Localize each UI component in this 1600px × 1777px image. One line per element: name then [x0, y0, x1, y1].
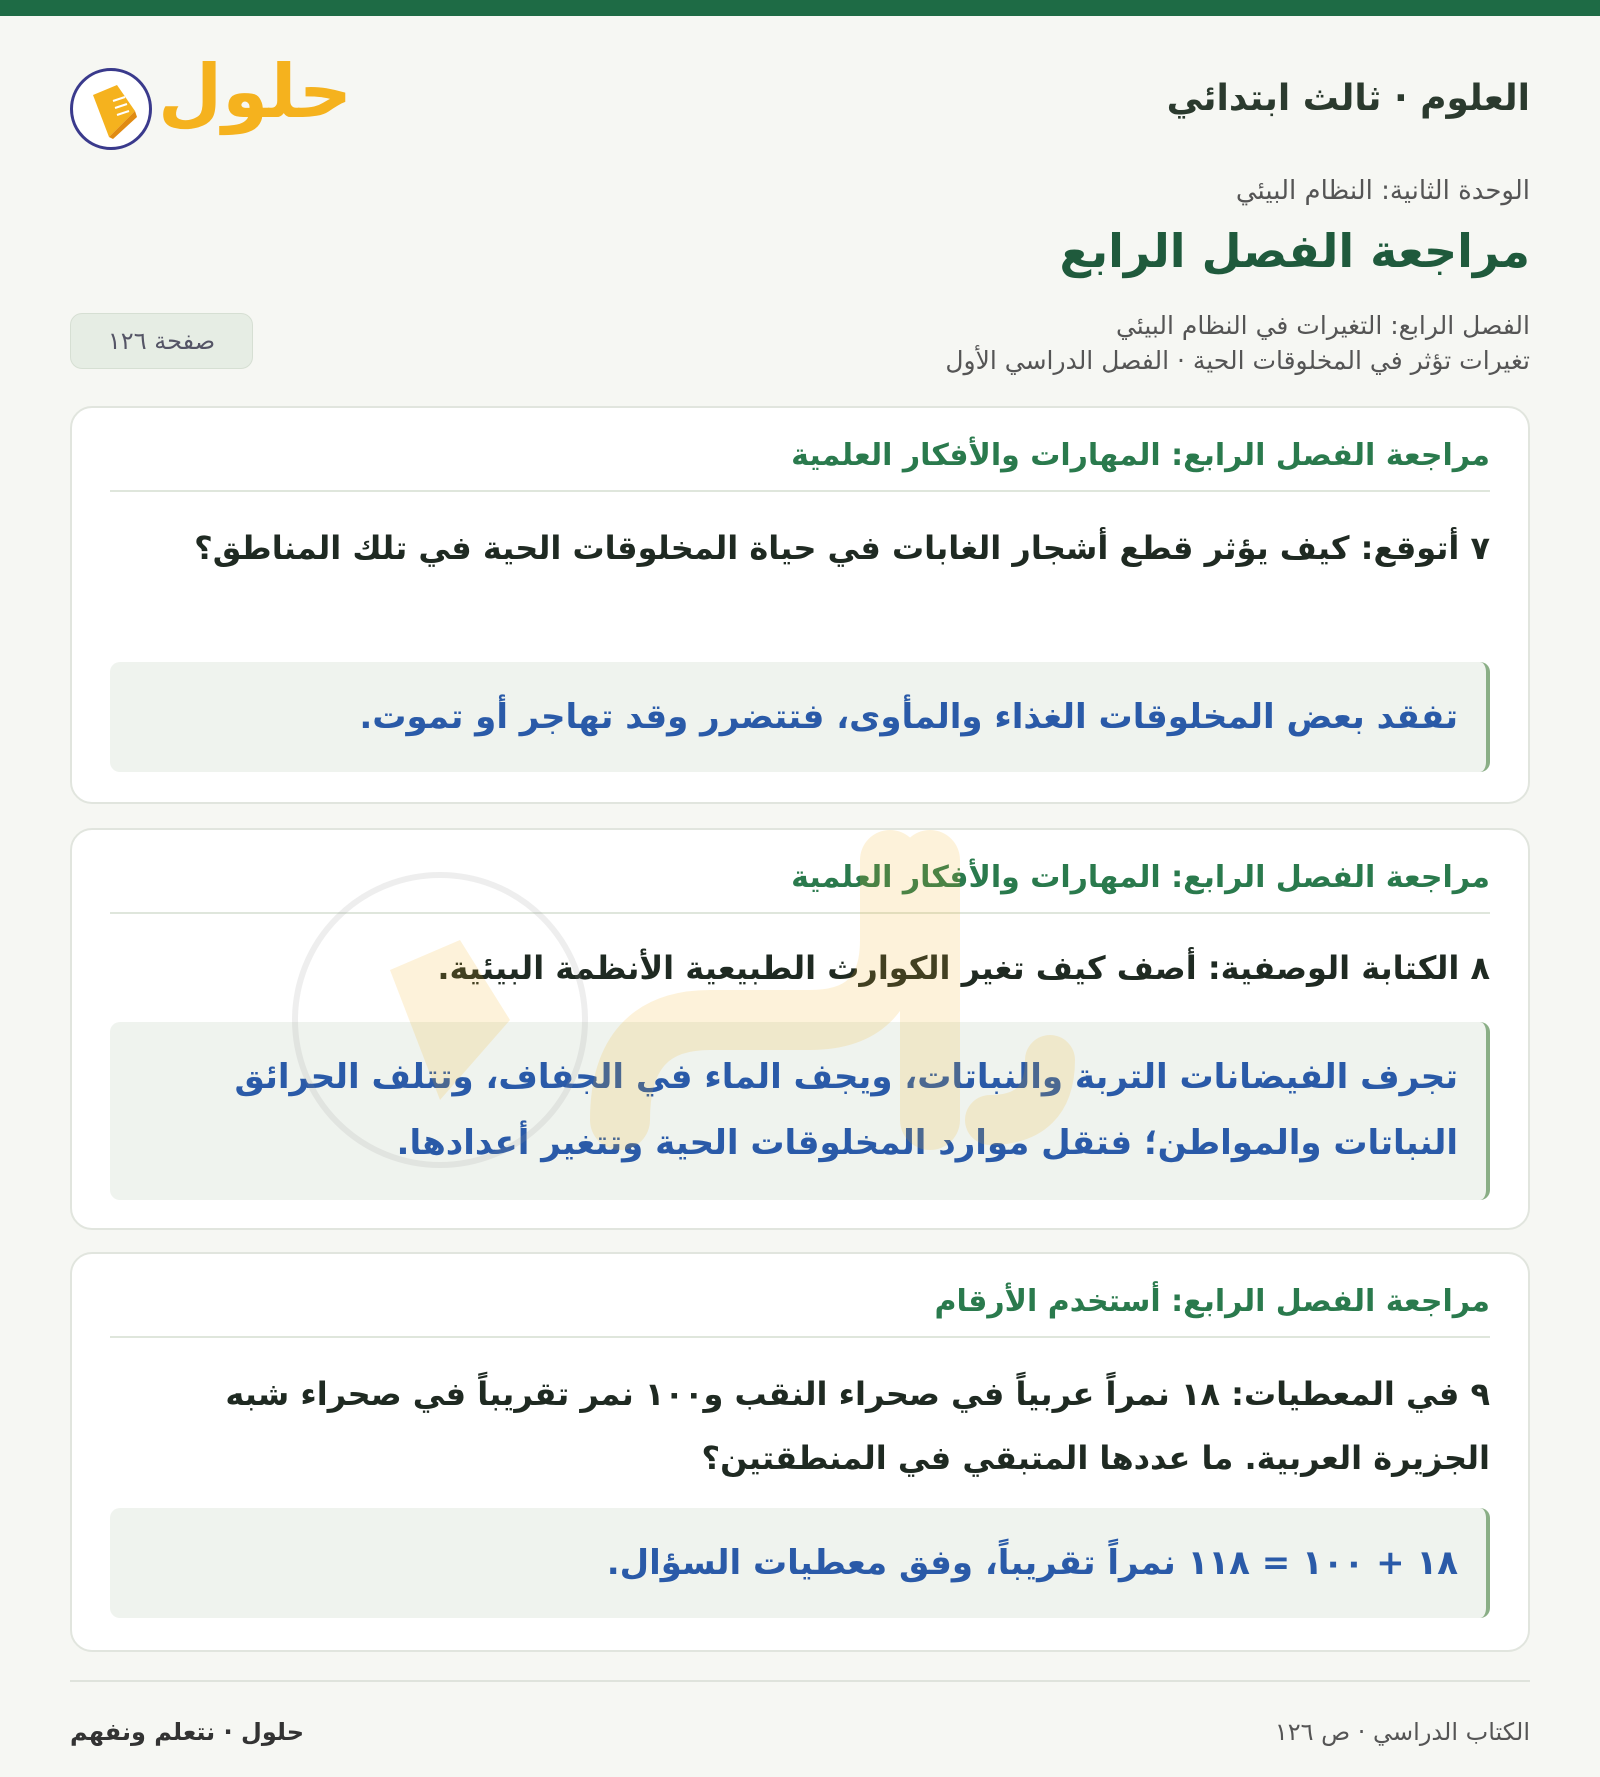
logo-book-icon — [70, 68, 152, 150]
lesson-meta: تغيرات تؤثر في المخلوقات الحية · الفصل الدراسي الأول — [945, 346, 1530, 375]
footer-page-ref: الكتاب الدراسي · ص ١٢٦ — [1274, 1718, 1530, 1746]
chapter-label: الفصل الرابع: التغيرات في النظام البيئي — [1115, 311, 1530, 340]
question-text: ٧ أتوقع: كيف يؤثر قطع أشجار الغابات في حياة المخلوقات الحية في تلك المناطق؟ — [194, 529, 1490, 567]
footer-divider — [70, 1680, 1530, 1682]
question-card — [70, 828, 1530, 1230]
question-card — [70, 406, 1530, 804]
question-card — [70, 1252, 1530, 1652]
top-accent-bar — [0, 0, 1600, 16]
logo-wordmark: حلول — [158, 49, 353, 135]
answer-box — [110, 1508, 1490, 1618]
card-heading: مراجعة الفصل الرابع: المهارات والأفكار العلمية — [110, 438, 1490, 492]
card-heading: مراجعة الفصل الرابع: المهارات والأفكار العلمية — [110, 860, 1490, 914]
answer-text: تجرف الفيضانات التربة والنباتات، ويجف الماء في الجفاف، وتتلف الحرائق النباتات والمواطن؛ فتقل موارد المخلوقات الحية وتتغير أعدادها. — [234, 1057, 1458, 1163]
answer-text: ١٨ + ١٠٠ = ١١٨ نمراً تقريباً، وفق معطيات السؤال. — [606, 1543, 1458, 1583]
question-text: ٩ في المعطيات: ١٨ نمراً عربياً في صحراء النقب و١٠٠ نمر تقريباً في صحراء شبه الجزيرة العربية. ما عددها المتبقي في المنطقتين؟ — [225, 1375, 1490, 1477]
footer-brand: حلول · نتعلم ونفهم — [70, 1718, 304, 1746]
question-text: ٨ الكتابة الوصفية: أصف كيف تغير الكوارث الطبيعية الأنظمة البيئية. — [437, 949, 1490, 987]
page — [70, 16, 1530, 1777]
logo[interactable] — [70, 48, 353, 168]
subject-title: العلوم · ثالث ابتدائي — [1166, 78, 1530, 119]
unit-label: الوحدة الثانية: النظام البيئي — [1235, 176, 1530, 206]
answer-text: تفقد بعض المخلوقات الغذاء والمأوى، فتتضرر وقد تهاجر أو تموت. — [359, 697, 1458, 737]
header — [70, 16, 1530, 146]
card-heading: مراجعة الفصل الرابع: أستخدم الأرقام — [110, 1284, 1490, 1338]
answer-box — [110, 1022, 1490, 1200]
page-badge: صفحة ١٢٦ — [70, 313, 253, 369]
answer-box — [110, 662, 1490, 772]
page-title: مراجعة الفصل الرابع — [1059, 224, 1530, 278]
